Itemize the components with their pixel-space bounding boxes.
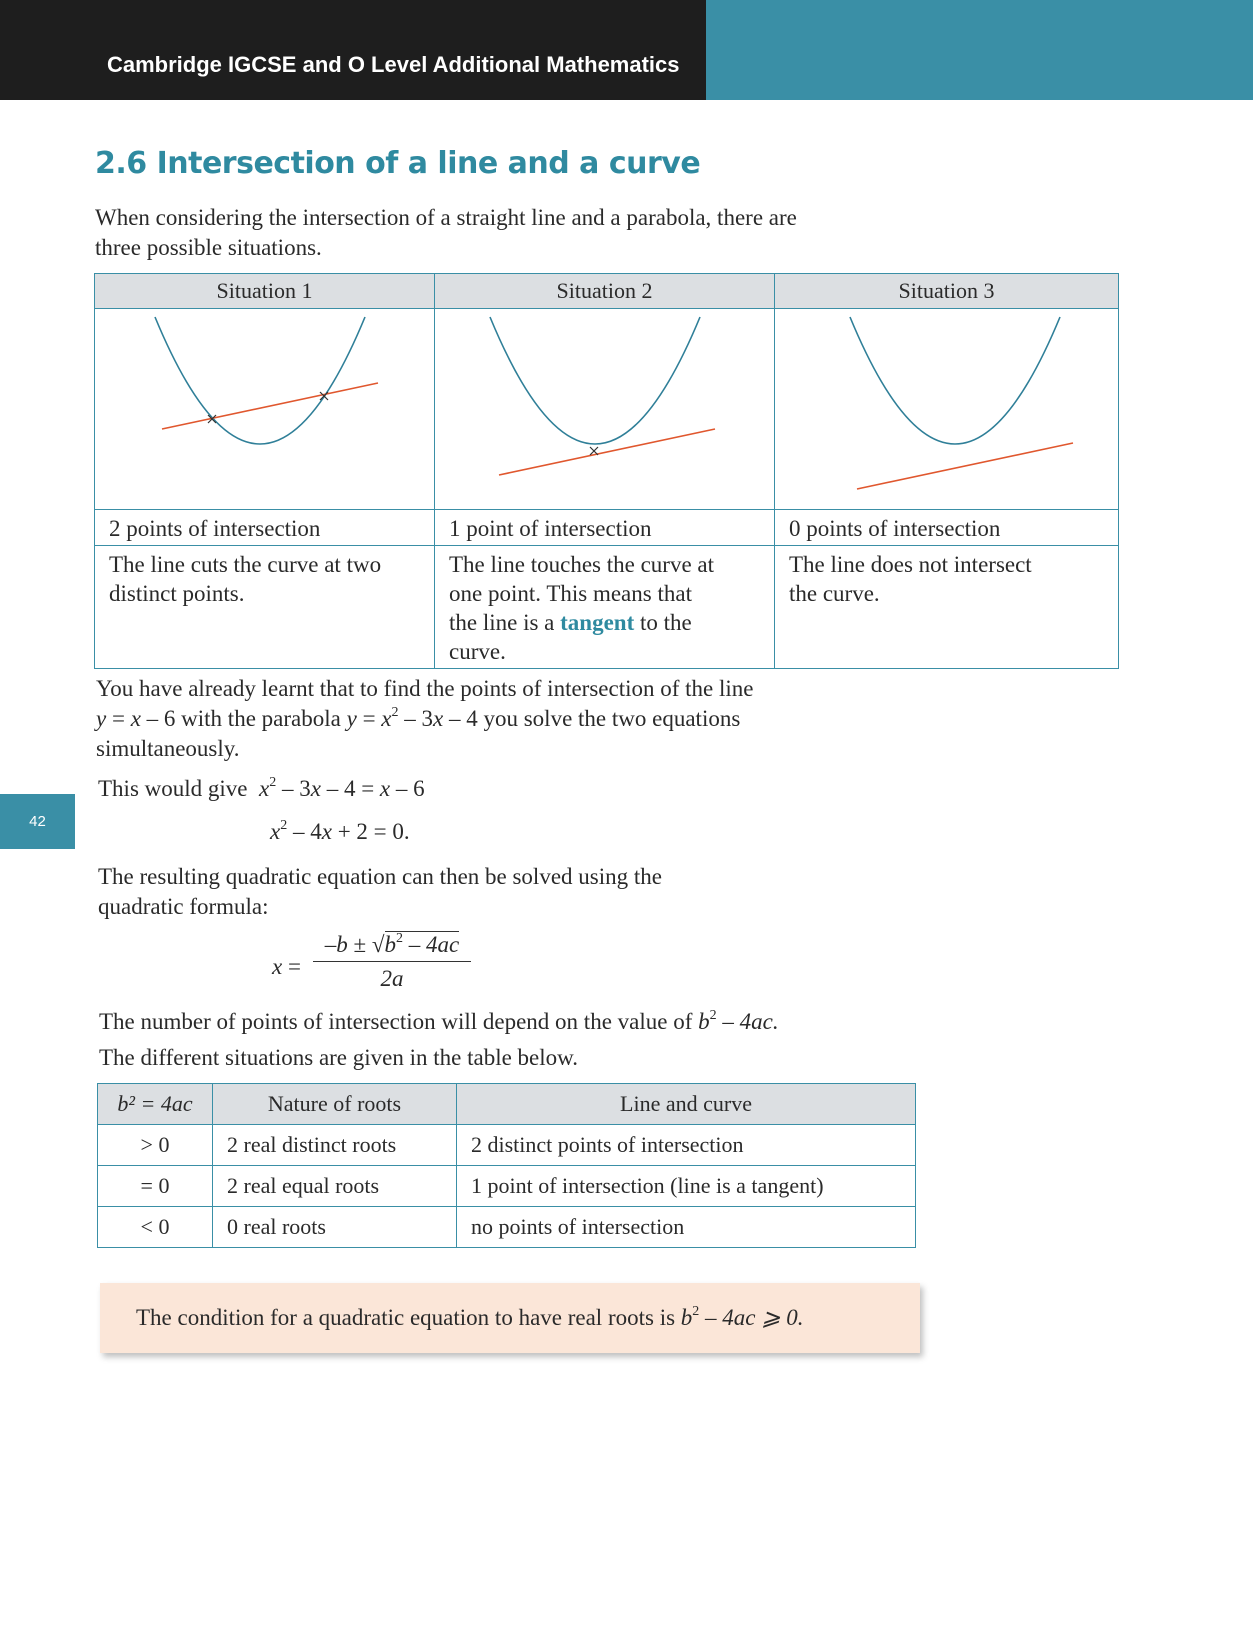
- desc-line: one point. This means that: [449, 581, 692, 606]
- formula-numerator: $-b \pm √b^2 - 4ac$: [313, 932, 471, 962]
- table-cell: < 0: [98, 1207, 213, 1248]
- situation-2-description: [435, 546, 775, 669]
- key-point-text: The condition for a quadratic equation to have real roots is $b^2 - 4ac$ ⩾ 0.: [136, 1304, 804, 1330]
- situation-2-graph-cell: [435, 309, 775, 510]
- equation-line-1: This would give $x^2 - 3x - 4 = x - 6$: [98, 775, 425, 801]
- situations-graph-row: [95, 309, 1119, 510]
- desc-line: The line touches the curve at: [449, 552, 715, 577]
- page-number-tab: [0, 794, 75, 849]
- situations-header-row: [95, 274, 1119, 309]
- situation-1-graph-cell: [95, 309, 435, 510]
- desc-line: curve.: [449, 639, 506, 664]
- desc-line: the curve.: [789, 581, 880, 606]
- desc-line: to the: [640, 610, 692, 635]
- table-cell: > 0: [98, 1125, 213, 1166]
- tangent-keyword: tangent: [560, 610, 635, 635]
- header-accent-bar: [706, 0, 1253, 100]
- roots-header-line-curve: Line and curve: [457, 1084, 916, 1125]
- key-point-box: [100, 1283, 920, 1353]
- intro-paragraph: [95, 203, 797, 263]
- equation-line-2: $x^2 - 4x + 2 = 0$.: [270, 818, 410, 844]
- situation-1-graph: [95, 309, 435, 509]
- different-situations-sentence: The different situations are given in the table below.: [99, 1045, 579, 1070]
- situation-3-graph-cell: [775, 309, 1119, 510]
- roots-header-nature: Nature of roots: [213, 1084, 457, 1125]
- situation-3-description: [775, 546, 1119, 669]
- desc-line: the line is a: [449, 610, 555, 635]
- desc-line: The line does not intersect: [789, 552, 1032, 577]
- situation-1-description: [95, 546, 435, 669]
- non-intersecting-line: [857, 443, 1073, 489]
- table-row: [98, 1125, 916, 1166]
- intro-line-2: three possible situations.: [95, 235, 322, 260]
- desc-line: distinct points.: [109, 581, 245, 606]
- tangent-line: [499, 429, 715, 475]
- table-row: [98, 1207, 916, 1248]
- header-bar: [0, 0, 706, 100]
- table-cell: 0 real roots: [213, 1207, 457, 1248]
- secant-line: [162, 383, 378, 429]
- desc-line: The line cuts the curve at two: [109, 552, 382, 577]
- learnt-line-3: simultaneously.: [96, 736, 240, 761]
- equation-lead: This would give: [98, 776, 248, 801]
- learnt-line-1: You have already learnt that to find the points of intersection of the line: [96, 676, 754, 701]
- quadratic-formula-fraction: [313, 932, 471, 992]
- formula-denominator: 2a: [380, 966, 404, 991]
- number-points-sentence: The number of points of intersection will depend on the value of $b^2 - 4ac$.: [99, 1008, 779, 1034]
- table-cell: 2 distinct points of intersection: [457, 1125, 916, 1166]
- table-cell: = 0: [98, 1166, 213, 1207]
- resulting-paragraph: [98, 862, 662, 922]
- situation-2-count: 1 point of intersection: [435, 510, 775, 546]
- section-title: 2.6 Intersection of a line and a curve: [95, 146, 701, 181]
- intro-line-1: When considering the intersection of a straight line and a parabola, there are: [95, 205, 797, 230]
- table-cell: 1 point of intersection (line is a tangent): [457, 1166, 916, 1207]
- table-cell: 2 real distinct roots: [213, 1125, 457, 1166]
- roots-header-discriminant: b² = 4ac: [98, 1084, 213, 1125]
- roots-table-header-row: [98, 1084, 916, 1125]
- situation-2-graph: [435, 309, 775, 509]
- table-cell: 2 real equal roots: [213, 1166, 457, 1207]
- roots-table: [97, 1083, 916, 1248]
- parabola-curve: [490, 317, 700, 444]
- parabola-curve: [155, 317, 365, 444]
- tangent-point-marker: [590, 447, 598, 455]
- situations-table: [94, 273, 1119, 669]
- resulting-line-1: The resulting quadratic equation can then be solved using the: [98, 864, 662, 889]
- formula-lhs: x =: [272, 954, 301, 979]
- book-title: Cambridge IGCSE and O Level Additional Mathematics: [107, 52, 680, 77]
- situation-3-graph: [775, 309, 1119, 509]
- parabola-curve: [850, 317, 1060, 444]
- resulting-line-2: quadratic formula:: [98, 894, 269, 919]
- learnt-paragraph: [96, 674, 753, 764]
- situation-1-header: Situation 1: [95, 274, 435, 309]
- situation-3-header: Situation 3: [775, 274, 1119, 309]
- situation-3-count: 0 points of intersection: [775, 510, 1119, 546]
- situation-2-header: Situation 2: [435, 274, 775, 309]
- situations-description-row: [95, 546, 1119, 669]
- situation-1-count: 2 points of intersection: [95, 510, 435, 546]
- table-row: [98, 1166, 916, 1207]
- learnt-line-2: y = x – 6 with the parabola $y = x^2 - 3x - 4$ you solve the two equations: [96, 705, 741, 731]
- page-number: 42: [29, 813, 46, 830]
- situations-count-row: [95, 510, 1119, 546]
- intersection-point-marker: [320, 392, 328, 400]
- table-cell: no points of intersection: [457, 1207, 916, 1248]
